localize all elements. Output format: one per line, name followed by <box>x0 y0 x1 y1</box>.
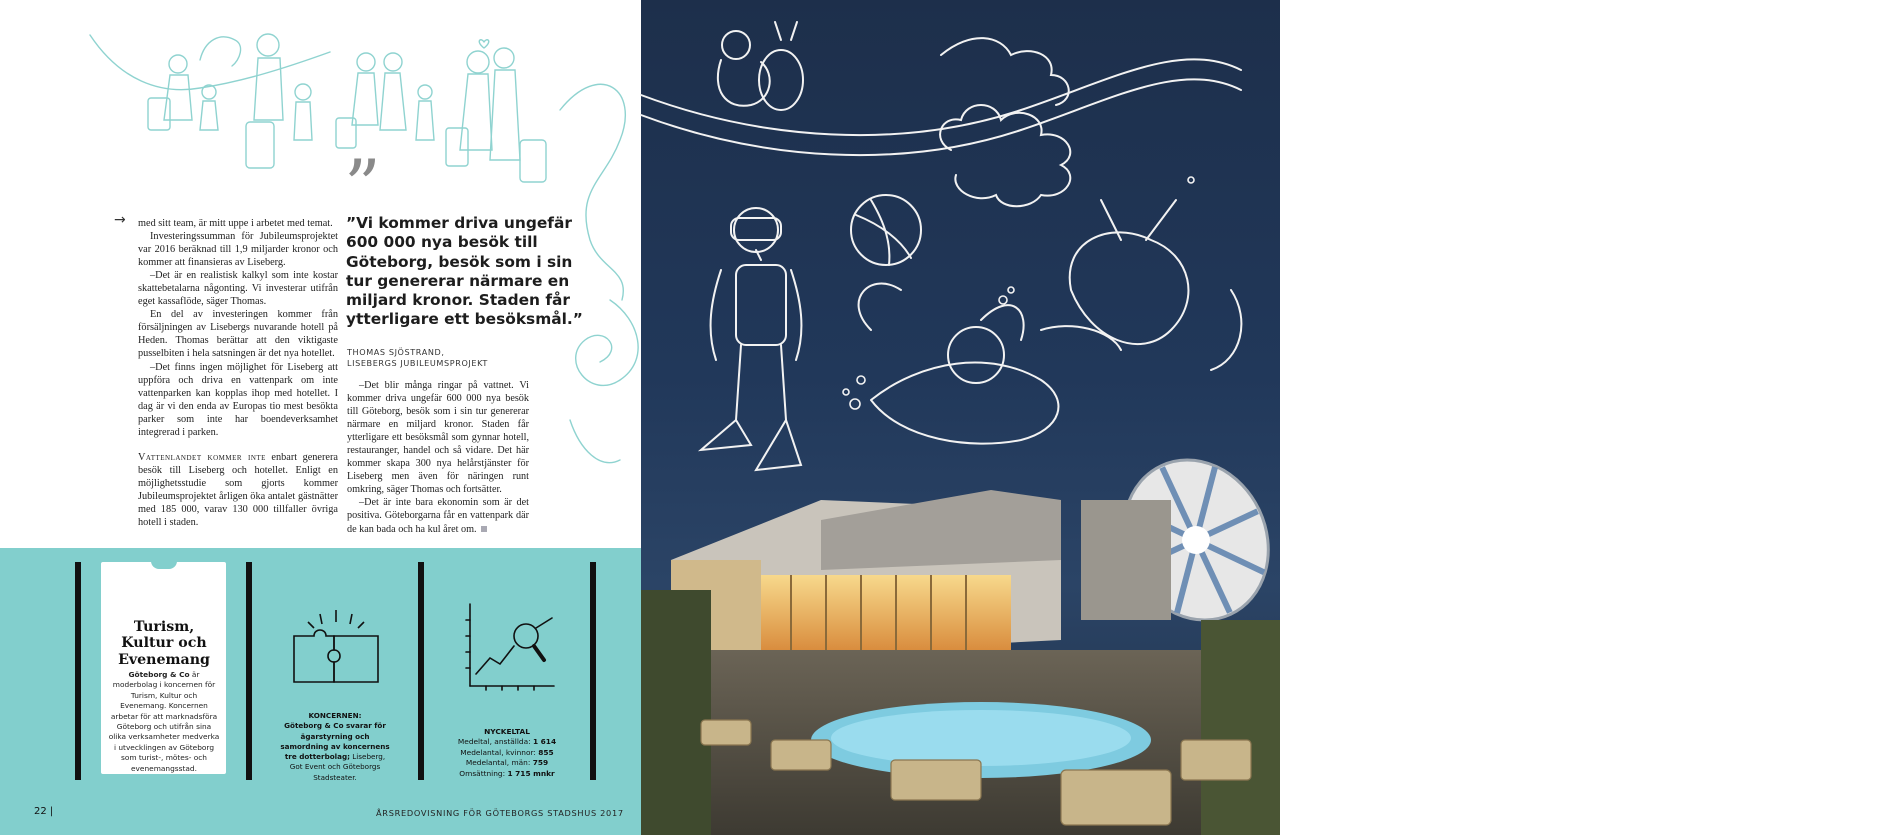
paragraph-lead <box>138 451 338 529</box>
end-mark-icon <box>481 526 487 532</box>
koncern-bold: Göteborg & Co svarar för ägarstyrning och samordning av koncernens tre dotterbolag; <box>280 721 390 762</box>
divider-bar <box>75 562 81 780</box>
arrow-right-icon: → <box>114 212 126 228</box>
waterpark-illustration <box>641 0 1280 835</box>
key-figure-value: 1 715 mnkr <box>507 768 555 778</box>
card-notch <box>151 561 177 569</box>
key-figure-value: 855 <box>538 747 554 757</box>
key-figure-value: 1 614 <box>532 737 557 747</box>
key-figures-title: NYCKELTAL <box>484 727 530 736</box>
page-number-right: | 23 <box>1875 806 1888 828</box>
key-figure-row <box>452 758 562 768</box>
koncern-text <box>280 711 390 783</box>
paragraph: –Det blir många ringar på vattnet. Vi kommer driva ungefär 600 000 nya besök till Göteborg, besök som i sin tur genererar närmare en miljard kronor. Staden får ytterligare ett besöksmål som gynnar hotell, restauranger, handel och så vidare. Det här kommer skapa 300 nya helårstjänster för Liseberg men även för näringen runt omkring, säger Thomas och fortsätter. <box>347 380 529 496</box>
koncern-body <box>280 721 390 783</box>
lead-text: enbart generera besök till Liseberg och hotellet. Enligt en möjlighetsstudie som gjorts kommer Jubileumsprojektet årligen öka antalet gästnätter med 185 000, varav 130 000 tillfaller övriga hotell i staden. <box>138 451 338 529</box>
title-line: Turism, <box>133 619 195 635</box>
divider-bar <box>246 562 252 780</box>
paragraph: –Det finns ingen möjlighet för Liseberg att uppföra och driva en vattenpark om inte vattenparken kan kopplas ihop med hotellet. I dag är vi den enda av Europas tio mest besökta parker som inte har boendeverksamhet integrerad i parken. <box>138 361 338 438</box>
paragraph: En del av investeringen kommer från försäljningen av Lisebergs nuvarande hotell på Heden. Thomas berättar att den viktigaste pusselbiten i hela satsningen är det nya hotellet. <box>138 309 338 360</box>
opening-quote-icon: ” <box>344 144 381 228</box>
paragraph: med sitt team, är mitt uppe i arbetet med temat. <box>138 218 333 229</box>
article-column-1 <box>138 217 338 529</box>
pull-quote: ”Vi kommer driva ungefär 600 000 nya besök till Göteborg, besök som i sin tur genererar närmare en miljard kronor. Staden får ytterligare ett besöksmål.” <box>346 214 583 329</box>
paragraph: Investeringssumman för Jubileumsprojektet var 2016 beräknad till 1,9 miljarder kronor och kommer att finansieras av Liseberg. <box>138 231 338 269</box>
paragraph: –Det är en realistisk kalkyl som inte kostar skattebetalarna någonting. Vi investerar utifrån eget kassaflöde, säger Thomas. <box>138 270 338 308</box>
koncern-rest: Liseberg, Got Event och Göteborgs Stadsteater. <box>289 752 386 782</box>
footer-title: ÅRSREDOVISNING FÖR GÖTEBORGS STADSHUS 2017 <box>376 808 624 818</box>
key-figure-row <box>452 748 562 758</box>
byline-role: LISEBERGS JUBILEUMSPROJEKT <box>347 358 488 368</box>
chart-magnifier-icon <box>462 600 558 696</box>
divider-bar <box>590 562 596 780</box>
byline-name: THOMAS SJÖSTRAND, <box>347 347 445 357</box>
right-page <box>641 0 1888 835</box>
key-figure-label: Medeltal, anställda: <box>457 737 533 747</box>
key-figure-row <box>452 769 562 779</box>
key-figure-value: 759 <box>532 758 549 768</box>
koncern-title: KONCERNEN: <box>308 711 362 720</box>
paragraph-end <box>347 496 529 535</box>
info-card-title <box>106 619 222 668</box>
left-page <box>0 0 641 835</box>
key-figure-label: Omsättning: <box>459 768 508 778</box>
lead-in: Vattenlandet kommer inte <box>138 451 266 463</box>
key-figures <box>452 727 562 779</box>
puzzle-icon <box>286 606 386 686</box>
company-description: är moderbolag i koncernen för Turism, Kultur och Evenemang. Koncernen arbetar för att marknadsföra Göteborg och utifrån sina olika verksamheter medverka i utvecklingen av Göteborg som turist-, mötes- och evenemangsstad. <box>108 670 220 773</box>
title-line: Kultur och <box>121 635 207 652</box>
key-figure-label: Medelantal, kvinnor: <box>460 747 539 757</box>
divider-bar <box>418 562 424 780</box>
byline <box>347 347 567 369</box>
page-number-left: 22 | <box>34 806 54 817</box>
article-column-2 <box>347 379 529 536</box>
company-name: Göteborg & Co <box>128 670 190 679</box>
key-figure-row <box>452 737 562 747</box>
paragraph-text: –Det är inte bara ekonomin som är det positiva. Göteborgarna får en vattenpark där de kan bada och ha kul året om. <box>347 497 529 535</box>
key-figure-label: Medelantal, män: <box>465 758 533 768</box>
info-card-text <box>108 670 220 774</box>
title-line: Evenemang <box>118 651 210 668</box>
